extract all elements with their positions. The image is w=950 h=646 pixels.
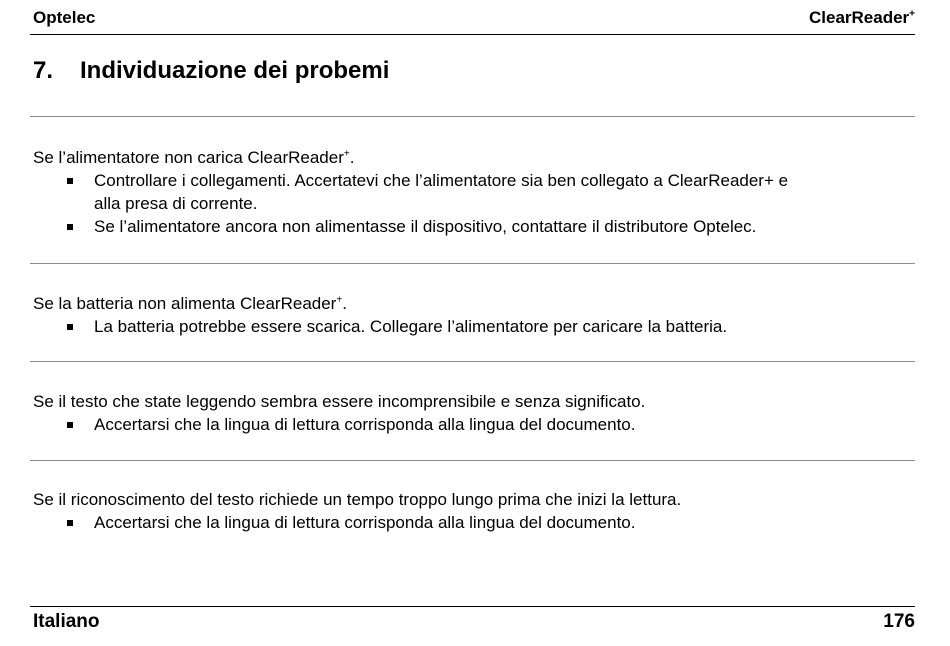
section-intro-text: Se il riconoscimento del testo richiede un tempo troppo lungo prima che inizi la lettura.	[33, 490, 682, 509]
section-intro-end: .	[342, 294, 347, 313]
bullet-item: Controllare i collegamenti. Accertatevi che l’alimentatore sia ben collegato a ClearReader+ e alla presa di corrente.	[33, 169, 794, 215]
troubleshoot-section	[33, 488, 913, 534]
divider	[30, 361, 915, 362]
divider	[30, 263, 915, 264]
footer-language: Italiano	[33, 611, 100, 632]
section-intro-end: .	[349, 148, 355, 167]
header-brand: Optelec	[33, 8, 96, 27]
bullet-item: Se l’alimentatore ancora non alimentasse il dispositivo, contattare il distributore Optelec.	[33, 215, 913, 238]
bullet-item: Accertarsi che la lingua di lettura corrisponda alla lingua del documento.	[33, 511, 913, 534]
page-number: 176	[883, 611, 915, 632]
header-product	[809, 8, 915, 28]
section-intro	[33, 292, 913, 315]
troubleshoot-section	[33, 292, 913, 338]
divider	[30, 116, 915, 117]
section-intro-text: Se la batteria non alimenta ClearReader	[33, 294, 337, 313]
chapter-number: 7.	[33, 57, 54, 84]
bullet-list	[33, 511, 913, 534]
footer-rule	[30, 606, 915, 607]
section-intro-sup: +	[343, 148, 350, 160]
section-intro	[33, 146, 913, 169]
page-title	[33, 57, 389, 85]
chapter-title: Individuazione dei probemi	[80, 57, 390, 84]
header-product-sup: +	[909, 8, 915, 20]
section-intro-sup: +	[336, 294, 343, 306]
section-intro-text: Se il testo che state leggendo sembra essere incomprensibile e senza significato.	[33, 392, 646, 411]
section-intro-text: Se l’alimentatore non carica ClearReader	[33, 148, 344, 167]
bullet-item: Accertarsi che la lingua di lettura corrisponda alla lingua del documento.	[33, 413, 913, 436]
bullet-list	[33, 413, 913, 436]
header-rule	[30, 34, 915, 35]
bullet-item: La batteria potrebbe essere scarica. Collegare l’alimentatore per caricare la batteria.	[33, 315, 913, 338]
bullet-list	[33, 169, 913, 238]
bullet-list	[33, 315, 913, 338]
troubleshoot-section	[33, 390, 913, 436]
divider	[30, 460, 915, 461]
troubleshoot-section	[33, 146, 913, 238]
header-product-name: ClearReader	[808, 8, 910, 27]
